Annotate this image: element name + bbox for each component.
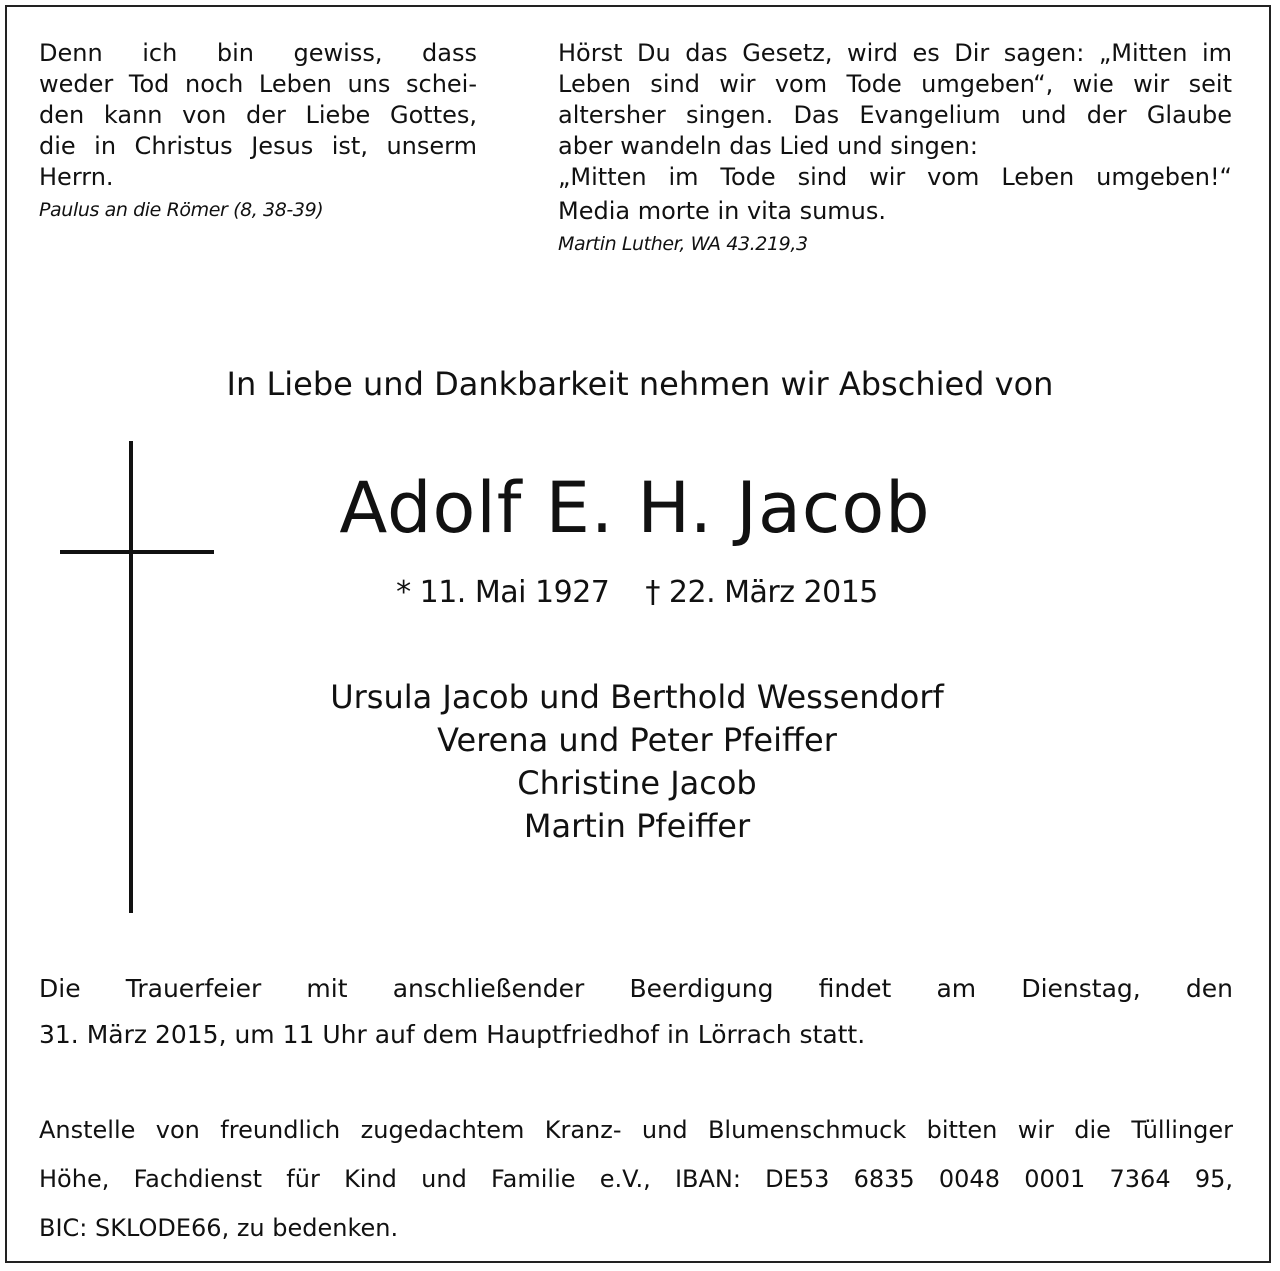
donation-request-line: Höhe, Fachdienst für Kind und Familie e.V., IBAN: DE53 6835 0048 0001 7364 95, — [39, 1165, 1233, 1193]
funeral-details-line: 31. März 2015, um 11 Uhr auf dem Hauptfriedhof in Lörrach statt. — [39, 1020, 866, 1049]
birth-date: * 11. Mai 1927 — [396, 575, 610, 610]
death-date: † 22. März 2015 — [645, 575, 878, 610]
funeral-details-line: Die Trauerfeier mit anschließender Beerdigung findet am Dienstag, den — [39, 974, 1233, 1003]
mourner-name: Martin Pfeiffer — [523, 807, 751, 845]
bible-quote-source: Paulus an die Römer (8, 38-39) — [39, 199, 324, 221]
bible-quote-line: den kann von der Liebe Gottes, — [39, 101, 477, 129]
bible-quote-line: Denn ich bin gewiss, dass — [39, 39, 477, 67]
bible-quote-line: Herrn. — [39, 163, 114, 191]
funeral-details — [39, 966, 1233, 1058]
bible-quote-line: weder Tod noch Leben uns schei- — [39, 70, 477, 98]
cross-horizontal-bar — [60, 550, 214, 554]
luther-quote — [558, 38, 1232, 257]
farewell-intro: In Liebe und Dankbarkeit nehmen wir Abschied von — [226, 365, 1054, 403]
luther-quote-line: aber wandeln das Lied und singen: — [558, 132, 978, 160]
luther-quote-latin: Media morte in vita sumus. — [558, 197, 887, 225]
bible-quote-line: die in Christus Jesus ist, unserm — [39, 132, 477, 160]
luther-quote-line: Leben sind wir vom Tode umgeben“, wie wir seit — [558, 70, 1232, 98]
mourner-name: Verena und Peter Pfeiffer — [437, 721, 837, 759]
mourners-list — [0, 676, 1274, 848]
life-dates — [0, 574, 1274, 612]
luther-quote-line: altersher singen. Das Evangelium und der Glaube — [558, 101, 1232, 129]
donation-request-line: BIC: SKLODE66, zu bedenken. — [39, 1214, 399, 1242]
luther-quote-line: Hörst Du das Gesetz, wird es Dir sagen: „Mitten im — [558, 39, 1232, 67]
mourner-name: Christine Jacob — [517, 764, 757, 802]
deceased-name: Adolf E. H. Jacob — [339, 467, 931, 549]
bible-quote — [39, 38, 477, 223]
mourner-name: Ursula Jacob und Berthold Wessendorf — [330, 678, 944, 716]
luther-quote-source: Martin Luther, WA 43.219,3 — [558, 233, 808, 255]
donation-request — [39, 1106, 1233, 1253]
donation-request-line: Anstelle von freundlich zugedachtem Kranz- und Blumenschmuck bitten wir die Tüllinger — [39, 1116, 1233, 1144]
luther-quote-line: „Mitten im Tode sind wir vom Leben umgeben!“ — [558, 163, 1232, 191]
